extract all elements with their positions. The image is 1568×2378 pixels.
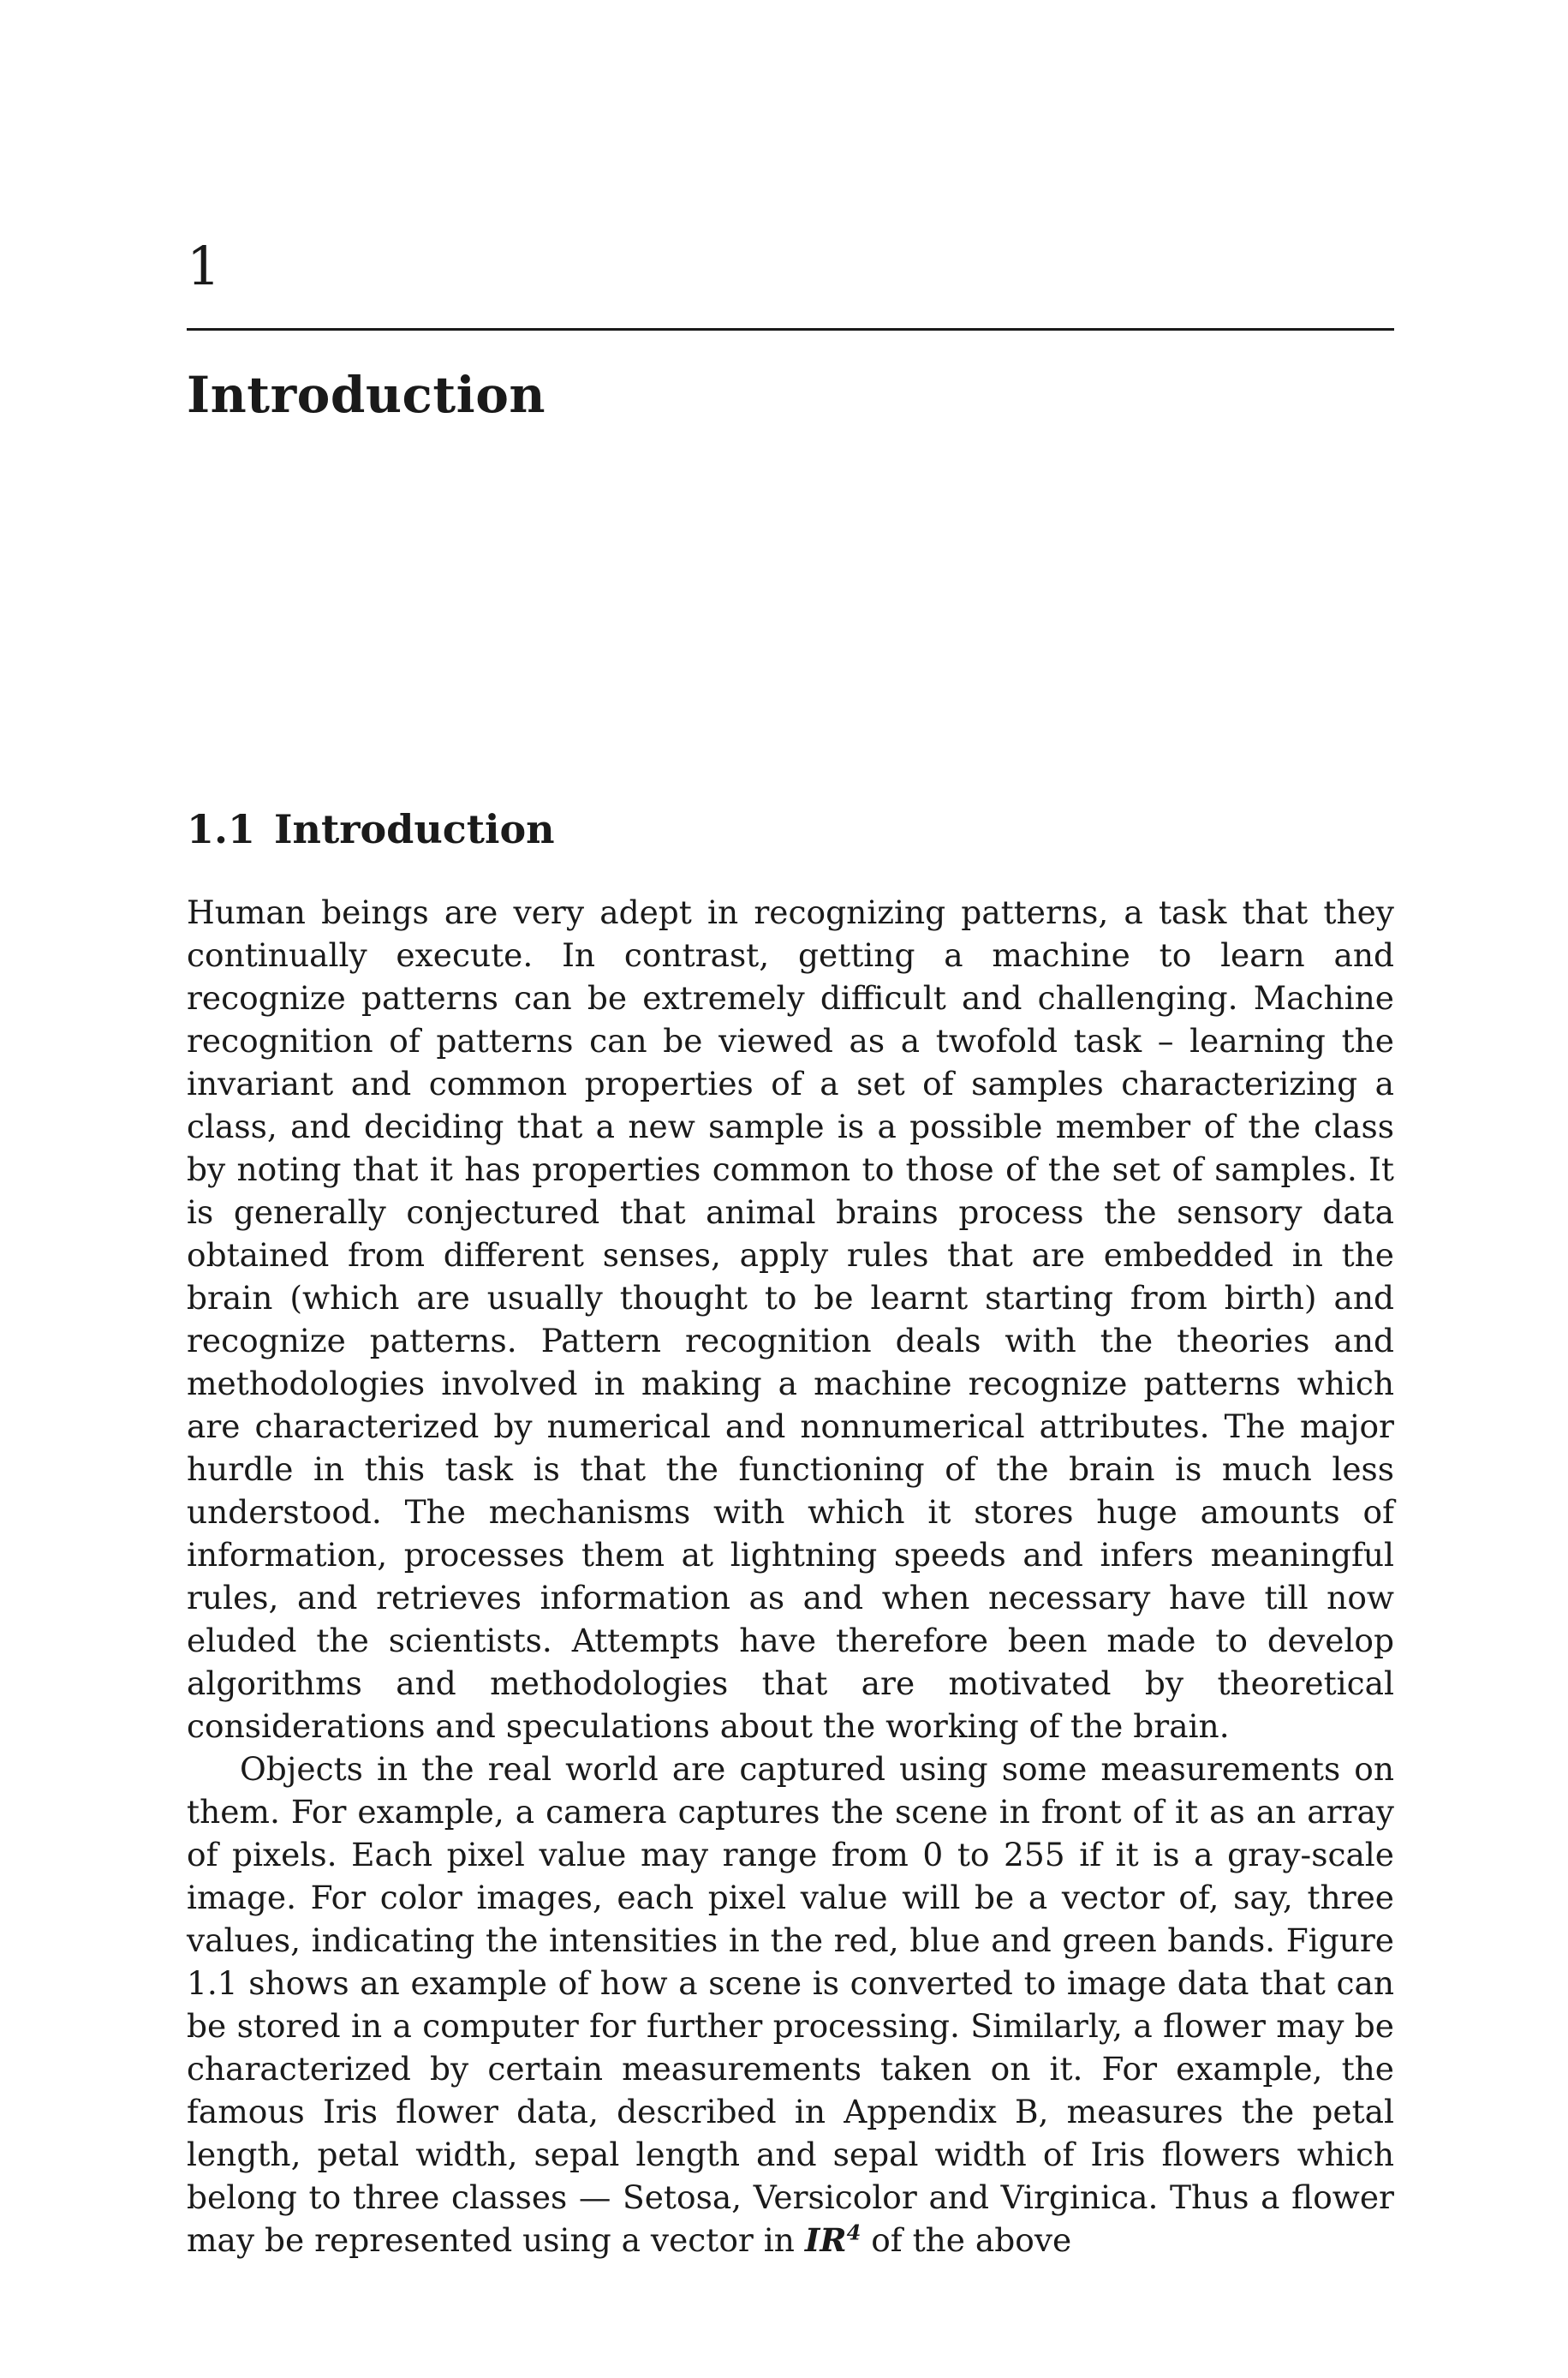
paragraph: Human beings are very adept in recognizing patterns, a task that they continually execute. In contrast, getting a machine to learn and recognize patterns can be extremely difficult and challenging. Machine recognition of patterns can be viewed as a twofold task – learning the invariant and common properties of a set of samples characterizing a class, and deciding that a new sample is a possible member of the class by noting that it has properties common to those of the set of samples. It is generally conjectured that animal brains process the sensory data obtained from different senses, apply rules that are embedded in the brain (which are usually thought to be learnt starting from birth) and recognize patterns. Pattern recognition deals with the theories and methodologies involved in making a machine recognize patterns which are characterized by numerical and nonnumerical attributes. The major hurdle in this task is that the functioning of the brain is much less understood. The mechanisms with which it stores huge amounts of information, processes them at lightning speeds and infers meaningful rules, and retrieves information as and when necessary have till now eluded the scientists. Attempts have therefore been made to develop algorithms and methodologies that are motivated by theoretical considerations and speculations about the working of the brain. [187,893,1394,1745]
paragraph [187,1748,1394,2261]
body-text [187,891,1394,2261]
section-number: 1.1 [187,806,256,852]
math-space [805,2221,861,2259]
math-space-symbol: IR [804,2221,847,2259]
section-heading [187,806,555,852]
chapter-rule [187,328,1394,331]
chapter-number: 1 [187,235,221,297]
math-space-dimension: 4 [846,2220,862,2245]
chapter-title: Introduction [187,366,546,424]
paragraph-text: Objects in the real world are captured using some measurements on them. For example, a camera captures the scene in front of it as an array of pixels. Each pixel value may range from 0 to 255 if it is a gray-scale image. For color images, each pixel value will be a vector of, say, three values, indicating the intensities in the red, blue and green bands. Figure 1.1 shows an example of how a scene is converted to image data that can be stored in a computer for further processing. Similarly, a flower may be characterized by certain measurements taken on it. For example, the famous Iris flower data, described in Appendix B, measures the petal length, petal width, sepal length and sepal width of Iris flowers which belong to three classes — Setosa, Versicolor and Virginica. Thus a flower may be represented using a vector in [187,1750,1394,2259]
paragraph-tail: of the above [871,2221,1072,2259]
section-title: Introduction [274,806,555,852]
